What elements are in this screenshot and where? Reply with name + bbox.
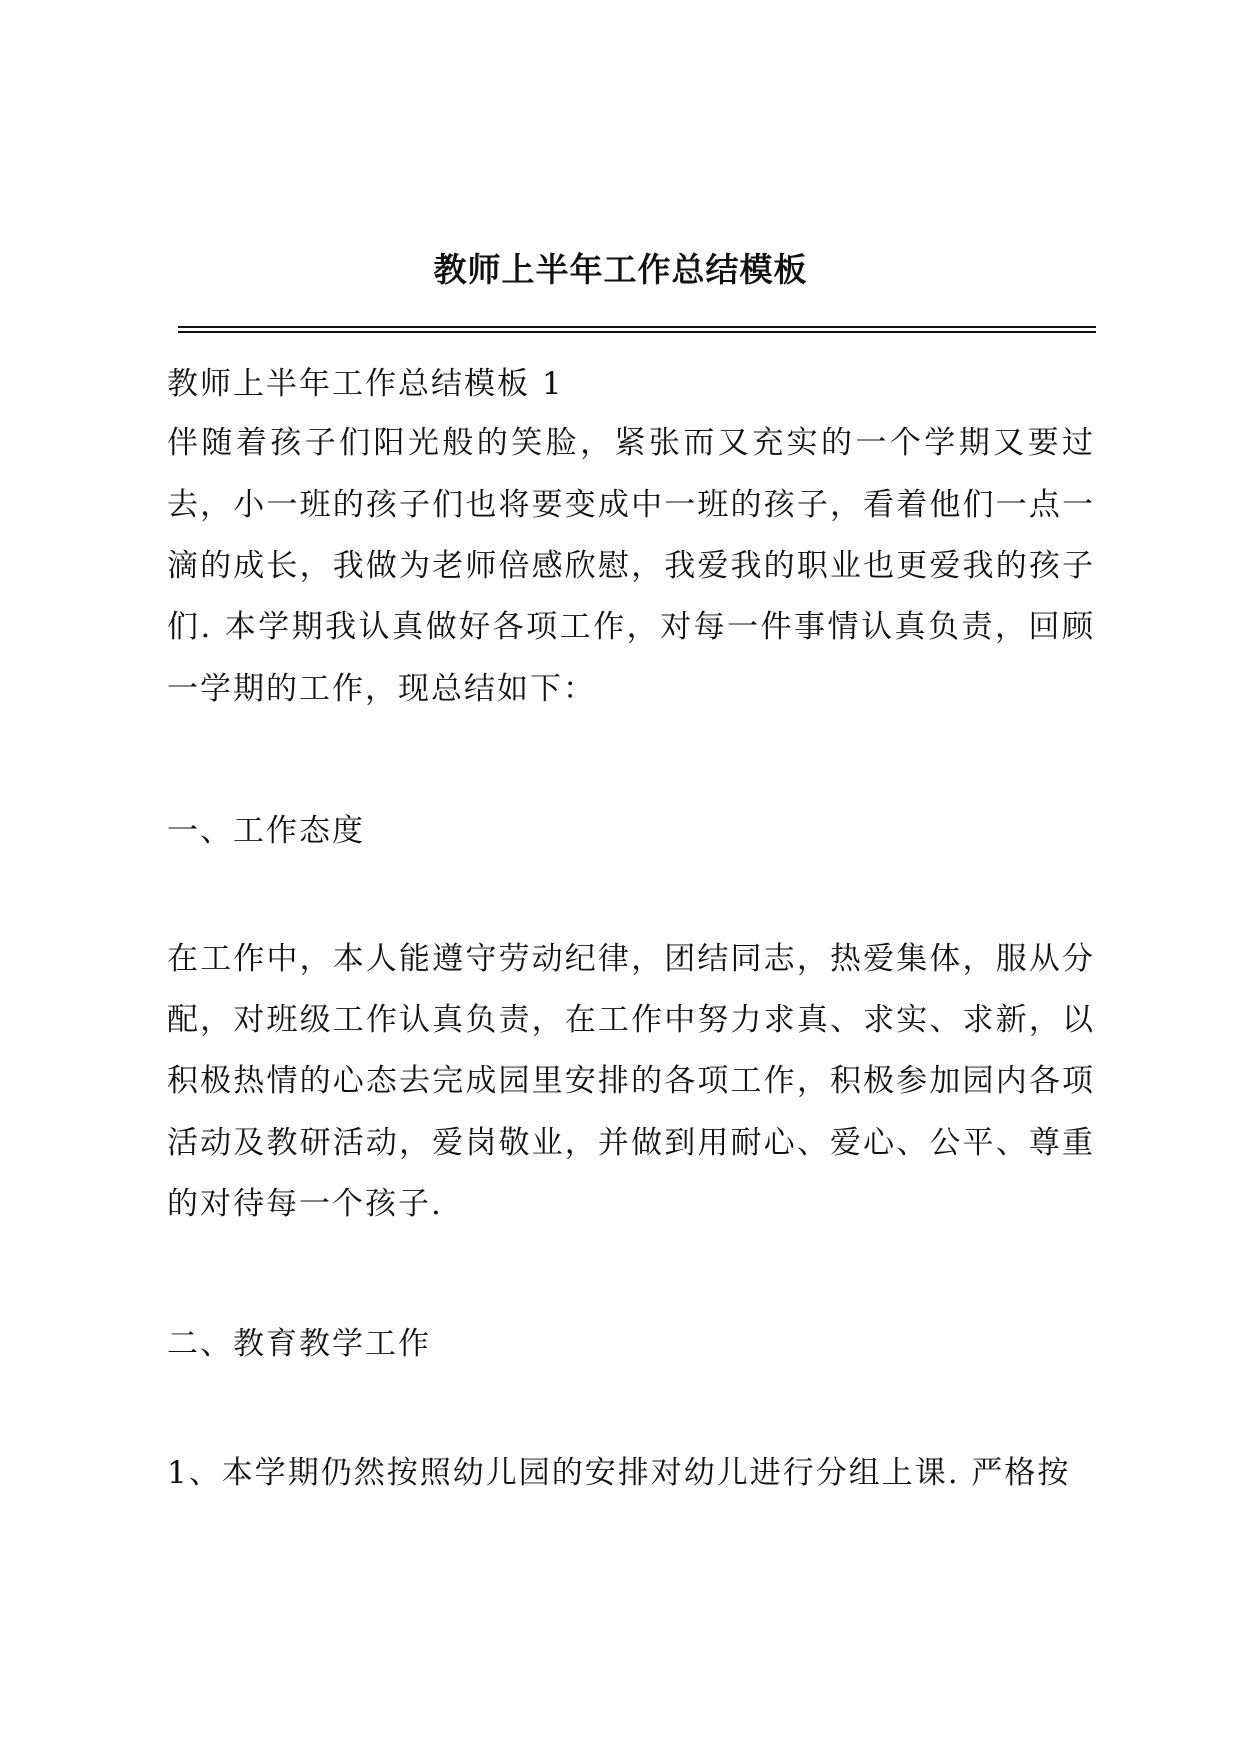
section1-line-4: 活动及教研活动，爱岗敬业，并做到用耐心、爱心、公平、尊重 bbox=[167, 1125, 1095, 1161]
title-rule-bottom bbox=[178, 331, 1096, 333]
section1-line-3: 积极热情的心态去完成园里安排的各项工作，积极参加园内各项 bbox=[167, 1063, 1095, 1099]
section1-heading: 一、工作态度 bbox=[167, 813, 365, 849]
document-title: 教师上半年工作总结模板 bbox=[433, 250, 808, 289]
intro-line-2: 去，小一班的孩子们也将要变成中一班的孩子，看着他们一点一 bbox=[167, 487, 1095, 523]
section1-line-2: 配，对班级工作认真负责，在工作中努力求真、求实、求新，以 bbox=[167, 1002, 1095, 1038]
intro-line-3: 滴的成长，我做为老师倍感欣慰，我爱我的职业也更爱我的孩子 bbox=[167, 548, 1095, 584]
intro-line-4: 们. 本学期我认真做好各项工作，对每一件事情认真负责，回顾 bbox=[167, 609, 1095, 645]
section1-line-5: 的对待每一个孩子. bbox=[167, 1186, 443, 1222]
intro-line-1: 伴随着孩子们阳光般的笑脸，紧张而又充实的一个学期又要过 bbox=[167, 425, 1095, 461]
title-rule-top bbox=[178, 326, 1096, 328]
document-subtitle: 教师上半年工作总结模板 1 bbox=[167, 366, 564, 402]
section2-line-1: 1、本学期仍然按照幼儿园的安排对幼儿进行分组上课. 严格按 bbox=[167, 1455, 1071, 1491]
intro-line-5: 一学期的工作，现总结如下： bbox=[167, 671, 596, 707]
section1-line-1: 在工作中，本人能遵守劳动纪律，团结同志，热爱集体，服从分 bbox=[167, 941, 1095, 977]
section2-heading: 二、教育教学工作 bbox=[167, 1326, 431, 1362]
